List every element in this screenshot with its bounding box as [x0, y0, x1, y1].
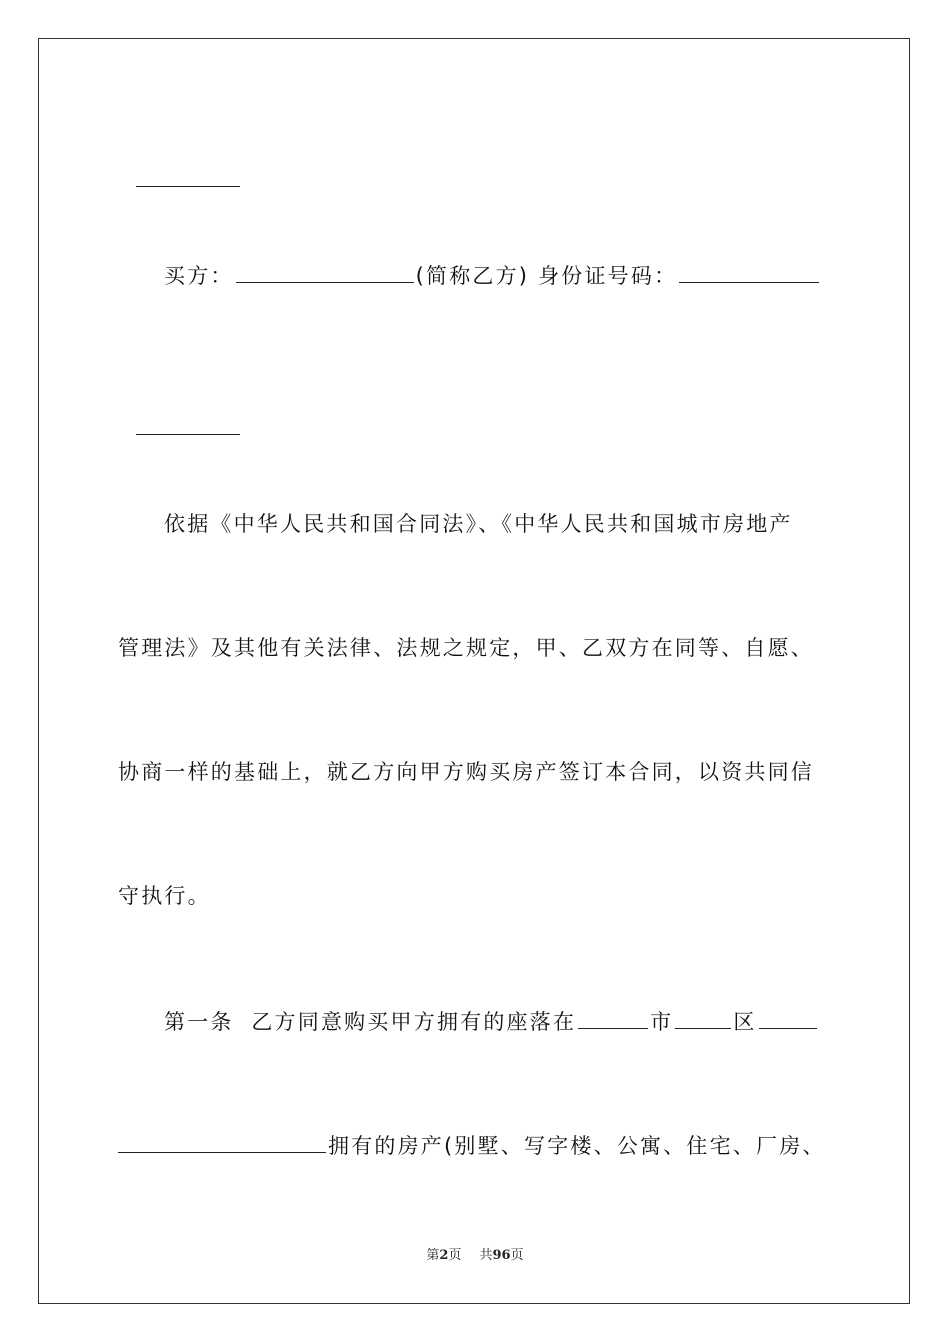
buyer-label: 买方：	[164, 264, 234, 288]
buyer-id-continuation	[118, 386, 240, 442]
buyer-line	[164, 262, 821, 290]
page-footer	[0, 1247, 950, 1265]
address-blank[interactable]	[118, 1132, 326, 1153]
blank-field[interactable]	[136, 414, 240, 435]
article-1-continuation: 拥有的房产(别墅、写字楼、公寓、住宅、厂房、	[328, 1134, 826, 1158]
page-prefix: 第	[426, 1248, 440, 1263]
current-page-number: 2	[439, 1248, 449, 1263]
buyer-note: (简称乙方) 身份证号码：	[415, 264, 678, 288]
total-suffix: 页	[510, 1248, 524, 1263]
paragraph-line: 依据《中华人民共和国合同法》、《中华人民共和国城市房地产	[164, 512, 793, 536]
paragraph-line: 守执行。	[118, 884, 211, 908]
page-border	[38, 38, 910, 1304]
buyer-name-blank[interactable]	[236, 262, 414, 283]
paragraph-line: 管理法》及其他有关法律、法规之规定，甲、乙双方在同等、自愿、	[118, 636, 814, 660]
total-prefix: 共	[479, 1248, 493, 1263]
continuation-blank-line	[118, 138, 240, 194]
buyer-id-blank[interactable]	[679, 262, 819, 283]
district-label: 区	[733, 1010, 757, 1034]
city-blank[interactable]	[578, 1008, 648, 1029]
page-suffix: 页	[448, 1248, 462, 1263]
city-label: 市	[650, 1010, 674, 1034]
article-1-prefix: 第一条 乙方同意购买甲方拥有的座落在	[164, 1010, 577, 1034]
article-1-line	[164, 1008, 819, 1036]
blank-field[interactable]	[136, 166, 240, 187]
district-prefix-blank[interactable]	[675, 1008, 731, 1029]
district-blank[interactable]	[759, 1008, 817, 1029]
article-1-line-2	[118, 1132, 826, 1160]
total-page-number: 96	[492, 1248, 511, 1263]
paragraph-line: 协商一样的基础上，就乙方向甲方购买房产签订本合同，以资共同信	[118, 760, 814, 784]
